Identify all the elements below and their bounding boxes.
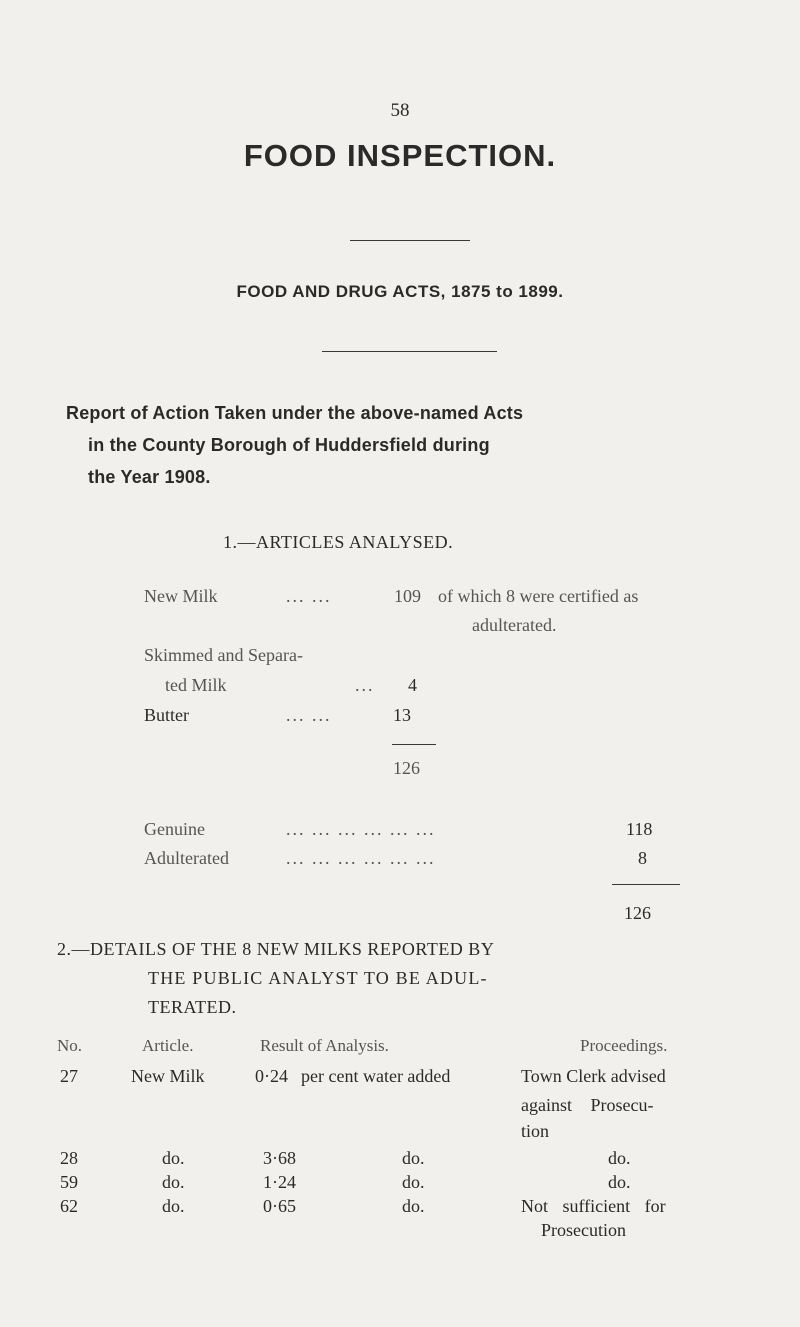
table-row-proceedings: do. (608, 1148, 631, 1168)
page-title: FOOD INSPECTION. (243, 138, 557, 173)
skimmed-label: ted Milk (165, 675, 227, 695)
new-milk-note: adulterated. (472, 615, 557, 635)
butter-dots: ... ... (286, 705, 332, 725)
skimmed-label: Skimmed and Separa- (144, 645, 303, 665)
page-number: 58 (390, 100, 410, 121)
total-value: 126 (624, 903, 651, 923)
subtotal-value: 126 (393, 758, 420, 778)
new-milk-dots: ... ... (286, 586, 332, 606)
section-2-heading: 2.—DETAILS OF THE 8 NEW MILKS REPORTED BY (57, 939, 495, 959)
table-row-article: New Milk (131, 1066, 205, 1086)
report-heading (66, 397, 766, 493)
table-row-result-value: 3·68 (263, 1148, 296, 1168)
table-row-result-text: do. (402, 1196, 425, 1216)
table-row-result-text: do. (402, 1148, 425, 1168)
column-header-no: No. (57, 1036, 83, 1055)
table-row-proceedings: tion (521, 1121, 550, 1141)
table-row-no: 27 (60, 1066, 78, 1086)
new-milk-value: 109 (394, 586, 421, 606)
genuine-value: 118 (626, 819, 653, 839)
top-rule (350, 240, 470, 241)
table-row-result-value: 1·24 (263, 1172, 296, 1192)
adulterated-label: Adulterated (144, 848, 229, 868)
skimmed-value: 4 (408, 675, 417, 695)
table-row-no: 62 (60, 1196, 78, 1216)
table-row-result-value: 0·65 (263, 1196, 296, 1216)
adulterated-dots: ... ... ... ... ... ... (286, 848, 436, 868)
section-1-heading: 1.—ARTICLES ANALYSED. (223, 532, 454, 552)
column-header-article: Article. (142, 1036, 194, 1055)
adulterated-value: 8 (638, 848, 647, 868)
table-row-proceedings: Town Clerk advised (521, 1066, 666, 1086)
table-row-result-text: per cent water added (301, 1066, 451, 1086)
middle-rule (322, 351, 497, 352)
table-row-result-value: 0·24 (255, 1066, 288, 1086)
table-row-proceedings: Prosecution (541, 1220, 626, 1240)
table-row-no: 59 (60, 1172, 78, 1192)
subtotal-rule (392, 744, 436, 745)
total-rule (612, 884, 680, 885)
table-row-proceedings: Not sufficient for (521, 1196, 666, 1216)
table-row-article: do. (162, 1196, 185, 1216)
butter-value: 13 (393, 705, 411, 725)
report-line: Report of Action Taken under the above-named Acts (66, 403, 524, 423)
new-milk-label: New Milk (144, 586, 218, 606)
table-row-proceedings: against Prosecu- (521, 1095, 654, 1115)
report-line: the Year 1908. (88, 467, 211, 487)
new-milk-note: of which 8 were certified as (438, 586, 639, 606)
table-row-article: do. (162, 1172, 185, 1192)
skimmed-dots: ... (355, 675, 375, 695)
table-row-article: do. (162, 1148, 185, 1168)
table-row-no: 28 (60, 1148, 78, 1168)
butter-label: Butter (144, 705, 189, 725)
genuine-label: Genuine (144, 819, 205, 839)
column-header-proceedings: Proceedings. (580, 1036, 668, 1055)
report-line: in the County Borough of Huddersfield during (88, 435, 490, 455)
genuine-dots: ... ... ... ... ... ... (286, 819, 436, 839)
section-2-heading: TERATED. (148, 997, 237, 1017)
table-row-result-text: do. (402, 1172, 425, 1192)
table-row-proceedings: do. (608, 1172, 631, 1192)
column-header-result: Result of Analysis. (260, 1036, 389, 1055)
acts-title: FOOD AND DRUG ACTS, 1875 to 1899. (236, 282, 564, 301)
section-2-heading: THE PUBLIC ANALYST TO BE ADUL- (148, 968, 488, 988)
